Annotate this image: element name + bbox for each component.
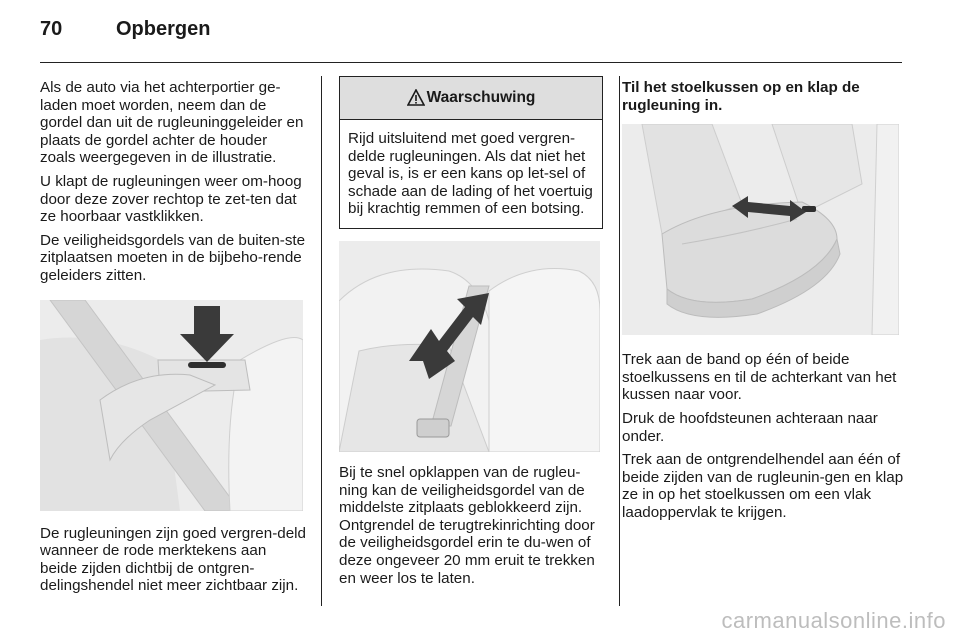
- col1-paragraph-4: De rugleuningen zijn goed vergren-deld wanneer de rode merktekens aan beide zijden dichtbij de ontgren-delingshendel niet meer zichtbaar zijn.: [40, 524, 306, 595]
- col3-paragraph-3: Trek aan de ontgrendelhendel aan één of beide zijden van de rugleunin-gen en klap ze in op het stoelkussen om een vlak laadoppervlak te krijgen.: [622, 451, 904, 521]
- column-1: [40, 79, 306, 601]
- seatbelt-retractor-illustration: [339, 241, 600, 452]
- column-divider-2: [619, 76, 620, 606]
- page-title: Opbergen: [116, 18, 211, 40]
- column-divider-1: [321, 76, 322, 606]
- col1-paragraph-2: U klapt de rugleuningen weer om-hoog door deze zover rechtop te zet-ten dat ze hoorbaar vastklikken.: [40, 172, 302, 226]
- col2-paragraph-1: Bij te snel opklappen van de rugleu-ning kan de veiligheidsgordel van de middelste zitplaats geblokkeerd zijn. Ontgrendel de terugtrekinrichting door de veiligheidsgordel erin te du-wen of deze ongeveer 20 mm eruit te trekken en weer los te laten.: [339, 463, 595, 587]
- col3-lead: Til het stoelkussen op en klap de rugleuning in.: [622, 79, 860, 114]
- col1-paragraph-3: De veiligheidsgordels van de buiten-ste zitplaatsen moeten in de bijbeho-rende geleiders zitten.: [40, 231, 306, 284]
- column-3: [622, 79, 908, 528]
- warning-triangle-icon: [407, 89, 425, 107]
- page-number: 70: [40, 18, 63, 40]
- warning-header: [340, 77, 602, 120]
- col3-paragraph-2: Druk de hoofdsteunen achteraan naar onder.: [622, 409, 878, 445]
- seatbelt-guide-illustration: [40, 300, 303, 511]
- col1-paragraph-1: Als de auto via het achterportier ge-laden moet worden, neem dan de gordel dan uit de rugleuninggeleider en plaats de gordel achter de houder zoals weergegeven in de illustratie.: [40, 79, 304, 167]
- warning-box: [339, 76, 603, 229]
- column-2: [339, 76, 605, 593]
- col3-paragraph-1: Trek aan de band op één of beide stoelkussens en til de achterkant van het kussen naar voor.: [622, 351, 897, 404]
- page-header: [40, 18, 210, 48]
- warning-title: Waarschuwing: [426, 89, 536, 107]
- warning-text: Rijd uitsluitend met goed vergren-delde rugleuningen. Als dat niet het geval is, is er een kans op let-sel of schade aan de lading of het voertuig bij krachtig remmen of een botsing.: [348, 130, 593, 218]
- seat-cushion-illustration: [622, 124, 899, 335]
- site-watermark: carmanualsonline.info: [721, 608, 946, 633]
- header-rule: [40, 62, 902, 63]
